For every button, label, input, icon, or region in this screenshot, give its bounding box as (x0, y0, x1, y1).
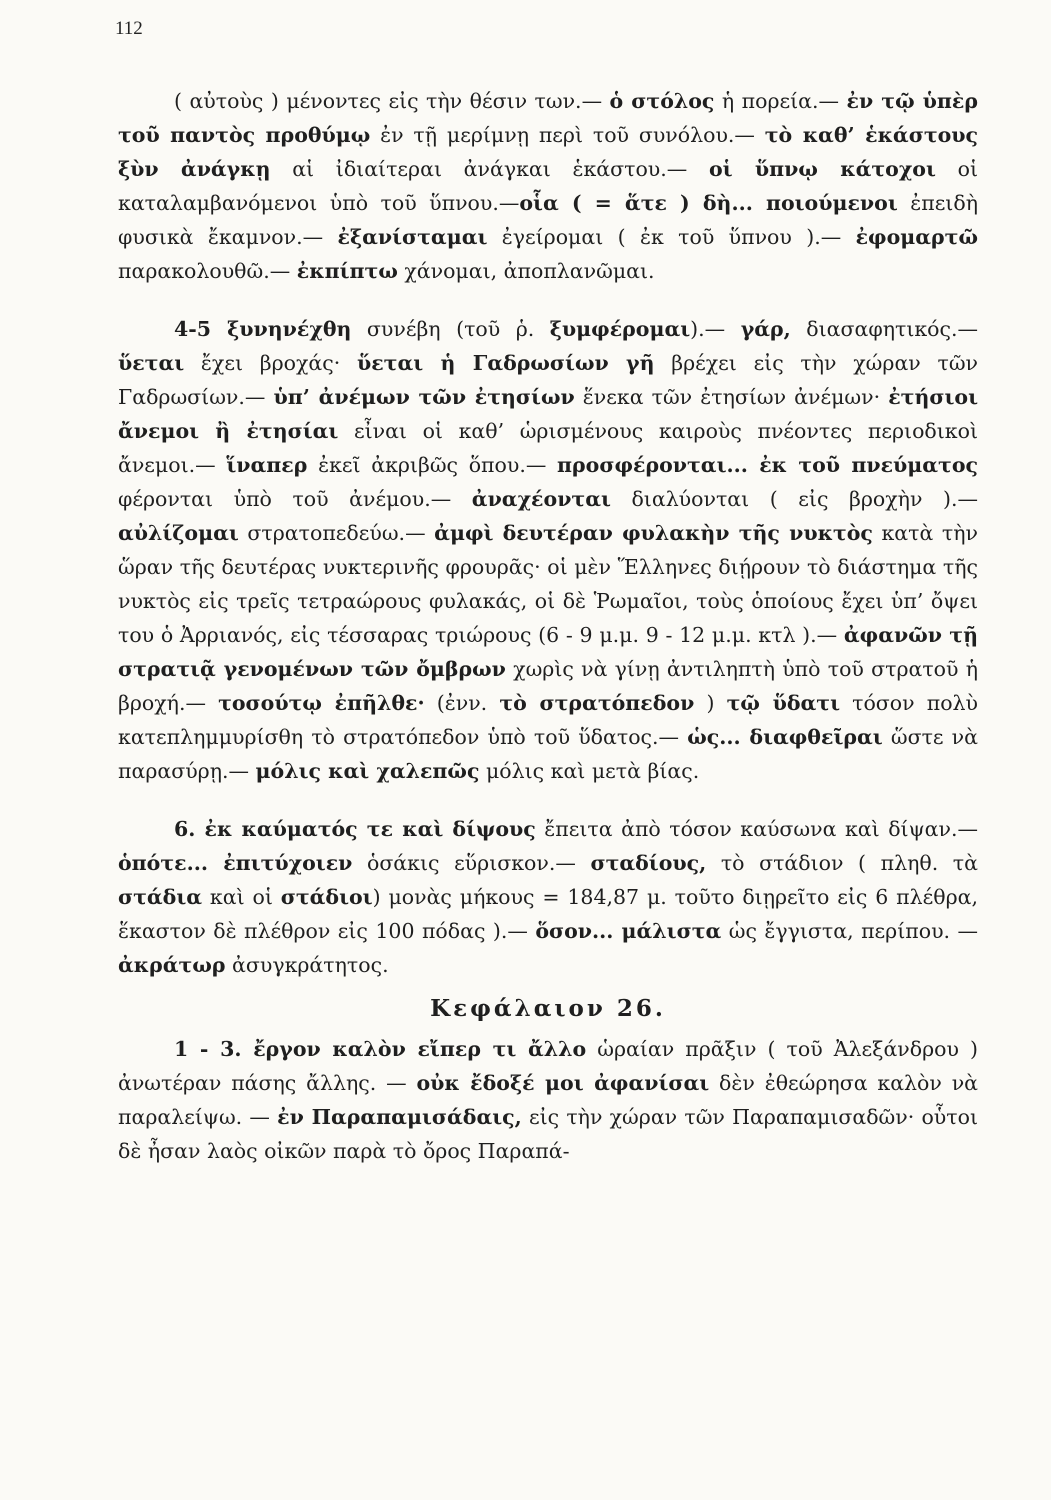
text-run: ).— (690, 317, 741, 341)
lemma: τὸ καθ’ ἑκάστους ξὺν ἀνάγκῃ (118, 123, 978, 181)
text-run: ὡραίαν πρᾶξιν ( τοῦ Ἀλεξάνδρου ) ἀνωτέραν πάσης ἄλλης. — (118, 1037, 978, 1095)
lemma: μόλις καὶ χαλεπῶς (255, 759, 480, 783)
lemma: ξυμφέρομαι (549, 317, 691, 341)
lemma: τοσούτῳ ἐπῆλθε· (218, 691, 425, 715)
paragraph-sections-4-5 (118, 312, 978, 788)
text-run: καὶ οἱ (202, 885, 281, 909)
text-run: ἔχει βροχάς· (184, 351, 357, 375)
text-run: ἐγείρομαι ( ἐκ τοῦ ὕπνου ).— (487, 225, 856, 249)
text-run: ἐκεῖ ἀκριβῶς ὅπου.— (307, 453, 558, 477)
lemma: ἐφομαρτῶ (855, 225, 978, 249)
lemma: ἐν Παραπαμισάδαις, (277, 1105, 522, 1129)
paragraph-chapter-26-sections-1-3 (118, 1032, 978, 1168)
text-run: μόλις καὶ μετὰ βίας. (479, 759, 700, 783)
lemma: οἷα ( = ἅτε ) δὴ... ποιούμενοι (519, 191, 898, 215)
lemma: ἀναχέονται (471, 487, 611, 511)
lemma: ὡς... διαφθεῖραι (687, 725, 883, 749)
lemma: ὕεται ἡ Γαδρωσίων γῆ (356, 351, 655, 375)
text-run: παρακολουθῶ.— (118, 259, 297, 283)
lemma: 4-5 ξυνηνέχθη (174, 317, 352, 341)
lemma: τῷ ὕδατι (726, 691, 841, 715)
lemma: 1 - 3. ἔργον καλὸν εἴπερ τι ἄλλο (174, 1037, 587, 1061)
text-run: διαλύονται ( εἰς βροχὴν ).— (610, 487, 978, 511)
text-run: αἱ ἰδιαίτεραι ἀνάγκαι ἑκάστου.— (270, 157, 709, 181)
paragraph-section-6 (118, 812, 978, 982)
text-run: ἀσυγκράτητος. (225, 953, 389, 977)
text-run: εἰς τὴν χώραν τῶν Παραπαμισαδῶν· οὗτοι δὲ ἦσαν λαὸς οἰκῶν παρὰ τὸ ὄρος Παραπά- (118, 1105, 978, 1163)
lemma: ὅσον... μάλιστα (535, 919, 722, 943)
page-text (118, 84, 978, 1168)
lemma: ἐξανίσταμαι (337, 225, 488, 249)
lemma: ἐκπίπτω (296, 259, 398, 283)
text-run: τὸ στάδιον ( πληθ. τὰ (706, 851, 978, 875)
paragraph-gap (118, 788, 978, 812)
lemma: ὁπότε... ἐπιτύχοιεν (118, 851, 353, 875)
text-run: βρέχει εἰς τὴν χώραν τῶν Γαδρωσίων.— (118, 351, 978, 409)
text-run: ) (694, 691, 727, 715)
lemma: ἀφανῶν τῇ στρατιᾷ γενομένων τῶν ὄμβρων (118, 623, 979, 681)
page-number: 112 (115, 18, 143, 39)
text-run: διασαφητικός.— (790, 317, 979, 341)
lemma: τὸ στρατόπεδον (499, 691, 695, 715)
lemma: ὁ στόλος (609, 89, 715, 113)
lemma: ἵναπερ (226, 453, 308, 477)
lemma: ὑπ’ ἀνέμων τῶν ἐτησίων (273, 385, 575, 409)
text-run: (ἐνν. (424, 691, 500, 715)
text-run: ὥστε νὰ παρασύρῃ.— (118, 725, 978, 783)
lemma: οὐκ ἔδοξέ μοι ἀφανίσαι (416, 1071, 710, 1095)
text-run: δὲν ἐθεώρησα καλὸν νὰ παραλείψω. — (118, 1071, 979, 1129)
text-run: εἶναι οἱ καθ’ ὡρισμένους καιροὺς πνέοντες περιοδικοὶ ἄνεμοι.— (118, 419, 978, 477)
chapter-heading: Κεφάλαιον 26. (430, 995, 666, 1022)
lemma: σταδίους, (590, 851, 707, 875)
lemma: στάδιοι (280, 885, 373, 909)
text-run: ἡ πορεία.— (714, 89, 847, 113)
lemma: γάρ, (740, 317, 791, 341)
lemma: ἀκράτωρ (118, 953, 226, 977)
text-run: ὡς ἔγγιστα, περίπου. — (721, 919, 978, 943)
paragraph-chapter-25-notes-end (118, 84, 978, 288)
text-run: ) μονὰς μήκους = 184,87 μ. τοῦτο διῃρεῖτο εἰς 6 πλέθρα, ἕκαστον δὲ πλέθρον εἰς 100 πόδας ).— (118, 885, 978, 943)
text-run: στρατοπεδεύω.— (238, 521, 435, 545)
lemma: οἱ ὕπνῳ κάτοχοι (709, 157, 936, 181)
text-run: τόσον πολὺ κατεπλημμυρίσθη τὸ στρατόπεδον ὑπὸ τοῦ ὕδατος.— (118, 691, 978, 749)
lemma: στάδια (118, 885, 203, 909)
text-run: ὁσάκις εὕρισκον.— (352, 851, 591, 875)
text-run: κατὰ τὴν ὥραν τῆς δευτέρας νυκτερινῆς φρουρᾶς· οἱ μὲν Ἕλληνες διῄρουν τὸ διάστημα τῆς νυκτὸς εἰς τρεῖς τετραώρους φυλακάς, οἱ δὲ Ῥωμαῖοι, τοὺς ὁποίους ἔχει ὑπ’ ὄψει του ὁ Ἀρριανός, εἰς τέσσαρας τριώρους (6 - 9 μ.μ. 9 - 12 μ.μ. κτλ ).— (118, 521, 979, 647)
text-run: ἕνεκα τῶν ἐτησίων ἀνέμων· (574, 385, 889, 409)
lemma: ἐτήσιοι ἄνεμοι ἢ ἐτησίαι (118, 385, 979, 443)
lemma: ἐν τῷ ὑπὲρ τοῦ παντὸς προθύμῳ (118, 89, 978, 147)
text-run: συνέβη (τοῦ ῥ. (351, 317, 550, 341)
lemma: αὐλίζομαι (118, 521, 239, 545)
lemma: προσφέρονται... ἐκ τοῦ πνεύματος (557, 453, 978, 477)
text-run: οἱ καταλαμβανόμενοι ὑπὸ τοῦ ὕπνου.— (118, 157, 978, 215)
lemma: ἀμφὶ δευτέραν φυλακὴν τῆς νυκτὸς (434, 521, 873, 545)
text-run: ἔπειτα ἀπὸ τόσον καύσωνα καὶ δίψαν.— (535, 817, 978, 841)
text-run: ( αὐτοὺς ) μένοντες εἰς τὴν θέσιν των.— (174, 89, 610, 113)
paragraph-gap (118, 288, 978, 312)
lemma: 6. ἐκ καύματός τε καὶ δίψους (174, 817, 536, 841)
text-run: χωρὶς νὰ γίνῃ ἀντιληπτὴ ὑπὸ τοῦ στρατοῦ ἡ βροχή.— (118, 657, 978, 715)
lemma: ὕεται (118, 351, 185, 375)
text-run: χάνομαι, ἀποπλανῶμαι. (397, 259, 655, 283)
text-run: ἐν τῇ μερίμνῃ περὶ τοῦ συνόλου.— (370, 123, 765, 147)
text-run: φέρονται ὑπὸ τοῦ ἀνέμου.— (118, 487, 472, 511)
text-run: ἐπειδὴ φυσικὰ ἔκαμνον.— (118, 191, 978, 249)
